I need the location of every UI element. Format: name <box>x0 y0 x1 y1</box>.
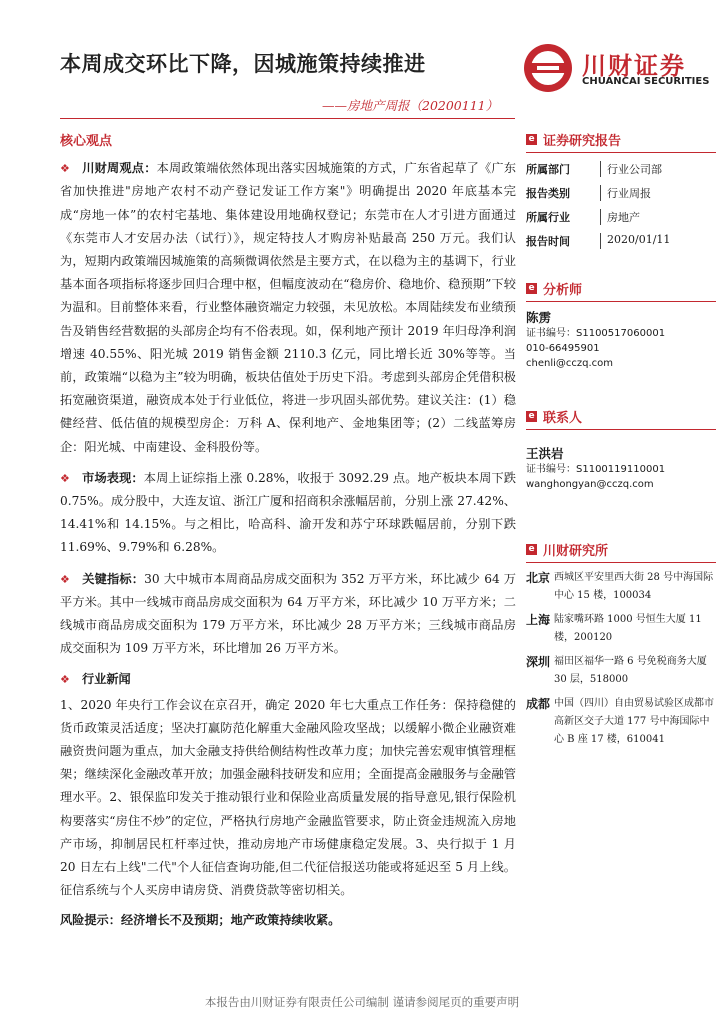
info-label: 报告类别 <box>526 187 570 200</box>
report-title: 本周成交环比下降，因城施策持续推进 <box>60 52 426 76</box>
info-row-industry <box>526 209 716 225</box>
office-address: 中国（四川）自由贸易试验区成都市高新区交子大道 177 号中海国际中心 B 座 17 楼，610041 <box>554 698 714 745</box>
section-marker-icon: e <box>526 411 537 422</box>
info-row-category <box>526 185 716 201</box>
page-footer: 本报告由川财证券有限责任公司编制 谨请参阅尾页的重要声明 <box>204 995 520 1009</box>
info-value: 2020/01/11 <box>600 233 670 249</box>
industry-news-heading: 行业新闻 <box>82 672 131 687</box>
info-label: 所属部门 <box>526 163 570 176</box>
contact-heading <box>526 407 716 430</box>
risk-label: 风险提示： <box>60 912 121 927</box>
risk-warning <box>60 909 516 932</box>
analyst-phone: 010-66495901 <box>526 343 600 354</box>
header-divider <box>60 118 515 119</box>
industry-news-heading-row <box>60 668 516 691</box>
market-performance-paragraph <box>60 467 516 560</box>
office-city: 北京 <box>526 571 551 585</box>
sidebar <box>526 130 716 749</box>
logo-name: 川财证券 <box>582 52 686 80</box>
info-row-department <box>526 161 716 177</box>
diamond-bullet-icon: ❖ <box>60 673 70 687</box>
office-shanghai <box>526 611 716 647</box>
institute-heading <box>526 540 716 563</box>
analyst-heading <box>526 279 716 302</box>
key-indicators-lead: 关键指标： <box>82 571 145 586</box>
main-content <box>60 130 516 944</box>
office-address: 西城区平安里西大街 28 号中海国际中心 15 楼，100034 <box>554 572 714 601</box>
report-subtitle: ——房地产周报（20200111） <box>322 98 499 113</box>
contact-cert: 证书编号：S1100119110001 <box>526 464 666 475</box>
key-indicators-body: 30 大中城市本周商品房成交面积为 352 万平方米，环比减少 64 万平方米。其中一线城市商品房成交面积为 64 万平方米，环比减少 10 万平方米；二线城市商品房成交面积为 179 万平方米，环比减少 28 万平方米；三线城市商品房成交面积为 109 万平方米，环比增加 26 万平方米。 <box>60 571 516 656</box>
section-marker-icon: e <box>526 134 537 145</box>
risk-body: 经济增长不及预期；地产政策持续收紧。 <box>120 912 341 927</box>
contact-email[interactable]: wanghongyan@cczq.com <box>526 479 654 490</box>
weekly-view-body: 本周政策端依然体现出落实因城施策的方式，广东省起草了《广东省加快推进"房地产农村不动产登记发证工作方案"》明确提出 2020 年底基本完成“房地一体”的农村宅基地、集体建设用地确权登记；东莞市在人才引进方面通过《东莞市人才安居办法（试行）》，规定特技人才购房补贴最高 250 万元。我们认为，短期内政策端因城施策的高频微调依然是主要方式，在以稳为主的基调下，行业基本面各项指标将逐步回归合理中枢，但幅度波动在“稳房价、稳地价、稳预期”下较为温和。目前整体来看，行业整体融资端定力较强，未见放松。本周陆续发布业绩预告及销售经营数据的头部房企均有不俗表现。如，保利地产预计 2019 年归母净利润增速 40.55%、阳光城 2019 销售金额 2110.3 亿元，同比增长近 30%等等。当前，政策端“以稳为主”较为明确，板块估值处于历史下沿。考虑到头部房企凭借积极拓宽融资渠道，融资成本处于行业低位，将进一步巩固头部优势。建议关注：(1）稳健经营、低估值的规模型房企：万科 A、保利地产、金地集团等；(2）二线蓝筹房企：阳光城、中南建设、金科股份等。 <box>60 161 517 454</box>
contact-heading-label: 联系人 <box>543 411 583 426</box>
analyst-name: 陈雳 <box>526 310 552 325</box>
office-city: 深圳 <box>526 655 551 669</box>
market-performance-body: 本周上证综指上涨 0.28%，收报于 3092.29 点。地产板块本周下跌 0.75%。成分股中，大连友谊、浙江广厦和招商积余涨幅居前，分别上涨 27.42%、14.41%和 14.15%。与之相比，哈高科、渝开发和苏宁环球跌幅居前，分别下跌 11.69%、9.79%和 6.28%。 <box>60 470 516 555</box>
key-indicators-paragraph <box>60 568 516 661</box>
info-label: 所属行业 <box>526 211 570 224</box>
section-marker-icon: e <box>526 544 537 555</box>
chuancai-logo-icon <box>522 42 574 94</box>
report-info-heading-label: 证券研究报告 <box>543 134 622 149</box>
office-shenzhen <box>526 653 716 689</box>
diamond-bullet-icon: ❖ <box>60 572 70 586</box>
weekly-view-paragraph <box>60 157 516 459</box>
info-value: 行业公司部 <box>600 161 662 177</box>
info-label: 报告时间 <box>526 235 570 248</box>
contact-name: 王洪岩 <box>526 446 564 461</box>
logo-english-name: CHUANCAI SECURITIES <box>582 76 710 87</box>
core-view-heading: 核心观点 <box>60 134 113 149</box>
market-performance-lead: 市场表现： <box>82 470 144 485</box>
office-address: 福田区福华一路 6 号免税商务大厦 30 层，518000 <box>554 656 707 685</box>
office-city: 成都 <box>526 697 551 711</box>
diamond-bullet-icon: ❖ <box>60 162 70 176</box>
office-chengdu <box>526 695 716 749</box>
office-beijing <box>526 569 716 605</box>
info-value: 行业周报 <box>600 185 651 201</box>
info-row-date <box>526 233 716 249</box>
section-marker-icon: e <box>526 283 537 294</box>
diamond-bullet-icon: ❖ <box>60 471 70 485</box>
office-city: 上海 <box>526 613 551 627</box>
analyst-heading-label: 分析师 <box>543 283 583 298</box>
institute-heading-label: 川财研究所 <box>543 544 609 559</box>
report-info-heading <box>526 130 716 153</box>
analyst-cert: 证书编号：S1100517060001 <box>526 328 666 339</box>
info-value: 房地产 <box>600 209 640 225</box>
industry-news-body: 1、2020 年央行工作会议在京召开，确定 2020 年七大重点工作任务：保持稳健的货币政策灵活适度；坚决打赢防范化解重大金融风险攻坚战；以缓解小微企业融资难融资贵问题为重点，加大金融支持供给侧结构性改革力度；加快完善宏观审慎管理框架；继续深化金融改革开放；加强金融科技研发和应用；全面提高金融服务与金融管理水平。2、银保监印发关于推动银行业和保险业高质量发展的指导意见,银行保险机构要落实“房住不炒”的定位，严格执行房地产金融监管要求，防止资金违规流入房地产市场，抑制居民杠杆率过快，推动房地产市场健康稳定发展。3、央行拟于 1 月 20 日左右上线"二代"个人征信查询功能,但二代征信报送功能或将延迟至 5 月上线。征信系统与个人买房申请房贷、消费贷款等密切相关。 <box>60 697 516 898</box>
analyst-email[interactable]: chenli@cczq.com <box>526 358 614 369</box>
weekly-view-lead: 川财周观点： <box>82 161 157 176</box>
office-address: 陆家嘴环路 1000 号恒生大厦 11 楼，200120 <box>554 614 702 643</box>
